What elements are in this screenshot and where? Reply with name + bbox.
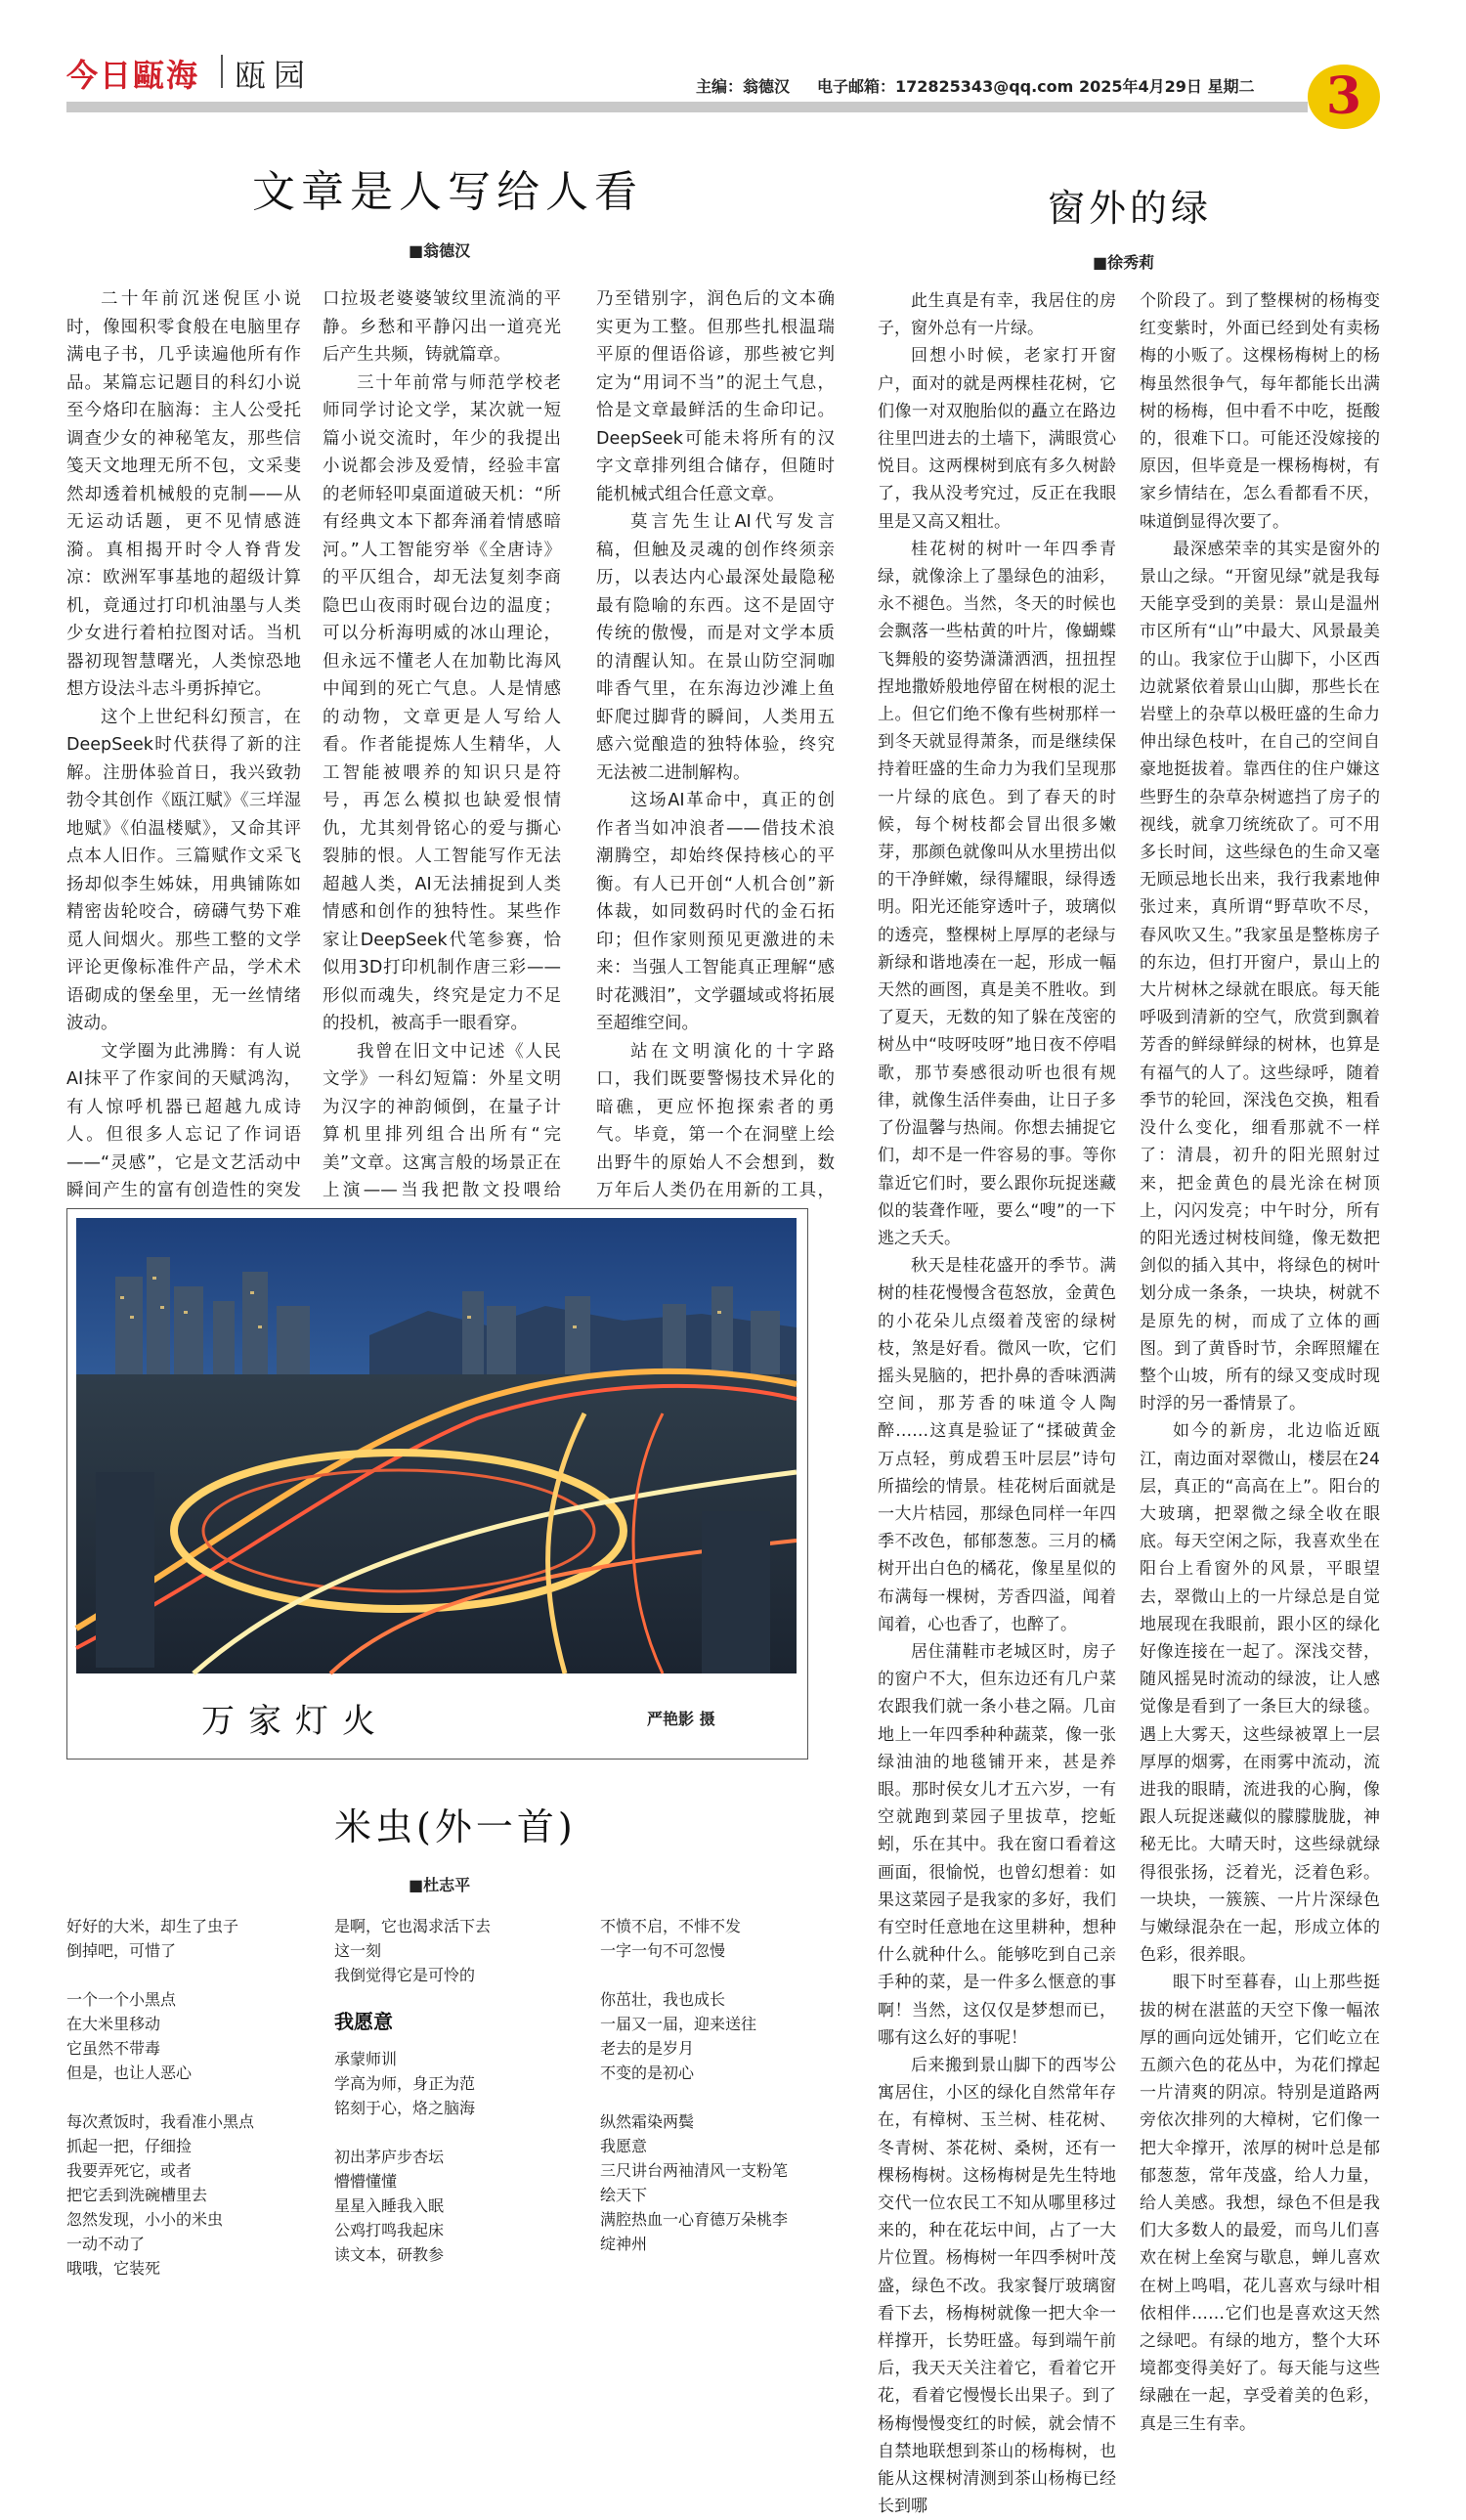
page-number: 3 xyxy=(1325,66,1362,126)
paragraph: 乃至错别字，润色后的文本确实更为工整。但那些扎根温瑞平原的俚语俗谚，那些被它判定为“用词不当”的泥土气息，恰是文章最鲜活的生命印记。DeepSeek可能未将所有的汉字文章排列组合储存，但随时能机械式组合任意文章。 xyxy=(596,289,835,504)
poem-title: 米虫(外一首) xyxy=(334,1805,577,1848)
photo-caption: 万家灯火 xyxy=(201,1702,389,1741)
article2-column-1 xyxy=(878,287,1116,2517)
paragraph: 站在文明演化的十字路口，我们既要警惕技术异化的暗礁，更应怀抱探索者的勇气。毕竟，第一个在洞壁上绘出野牛的原始人不会想到，数万年后人类仍在用新的工具， xyxy=(596,1041,835,1200)
article2-byline: ■徐秀莉 xyxy=(1093,253,1155,272)
article1-column-1 xyxy=(66,285,301,1288)
article2-column-2 xyxy=(1140,287,1380,2434)
paragraph: 莫言先生让AI代写发言稿，但触及灵魂的创作终须亲历，以表达内心最深处最隐秘最有隐喻的东西。这不是固守传统的傲慢，而是对文学本质的清醒认知。在景山防空洞咖啡香气里，在东海边沙滩上鱼虾爬过脚背的瞬间，人类用五感六觉酿造的独特体验，终究无法被二进制解构。 xyxy=(596,512,835,783)
paragraph: 这场AI革命中，真正的创作者当如冲浪者——借技术浪潮腾空，却始终保持核心的平衡。有人已开创“人机合创”新体裁，如同数码时代的金石拓印；但作家则预见更激进的未来：当强人工智能真正理解“感时花溅泪”，文学疆域或将拓展至超维空间。 xyxy=(596,791,835,1033)
newspaper-logo: 今日甌海 xyxy=(66,57,200,94)
paragraph: 居住蒲鞋市老城区时，房子的窗户不大，但东边还有几户菜农跟我们就一条小巷之隔。几亩地上一年四季种种蔬菜，像一张绿油油的地毯铺开来，甚是养眼。那时侯女儿才五六岁，一有空就跑到菜园子里拔草，挖蚯蚓，乐在其中。我在窗口看着这画面，很愉悦，也曾幻想着：如果这菜园子是我家的多好，我们有空时任意地在这里耕种，想种什么就种什么。能够吃到自己亲手种的菜，是一件多么惬意的事啊！当然，这仅仅是梦想而已，哪有这么好的事呢！ xyxy=(878,1641,1116,2048)
paragraph: 口拉圾老婆婆皱纹里流淌的平静。乡愁和平静闪出一道亮光后产生共频，铸就篇章。 xyxy=(323,289,561,365)
header-bar xyxy=(66,102,1308,112)
city-night-photo xyxy=(76,1218,797,1673)
poem-subtitle: 我愿意 xyxy=(334,2010,393,2033)
poem-byline: ■杜志平 xyxy=(409,1876,471,1894)
paragraph: 桂花树的树叶一年四季青绿，就像涂上了墨绿色的油彩，永不褪色。当然，冬天的时候也会飘落一些枯黄的叶片，像蝴蝶飞舞般的姿势潇潇洒洒，扭扭捏捏地撒娇般地停留在树根的泥土上。但它们绝不像有些树那样一到冬天就显得萧条，而是继续保持着旺盛的生命力为我们呈现那一片绿的底色。到了春天的时候，每个树枝都会冒出很多嫩芽，那颜色就像叫从水里捞出似的干净鲜嫩，绿得耀眼，绿得透明。阳光还能穿透叶子，玻璃似的透亮，整棵树上厚厚的老绿与新绿和谐地凑在一起，形成一幅天然的画图，真是美不胜收。到了夏天，无数的知了躲在茂密的树丛中“吱呀吱呀”地日夜不停唱歌，那节奏感很动听也很有规律，就像生活伴奏曲，让日子多了份温馨与热闹。你想去捕捉它们，却不是一件容易的事。等你靠近它们时，要么跟你玩捉迷藏似的装聋作哑，要么“嗖”的一下逃之夭夭。 xyxy=(878,539,1116,1248)
poem-column-2a: 是啊，它也渴求活下去 这一刻 我倒觉得它是可怜的 xyxy=(334,1917,492,1984)
masthead-divider xyxy=(221,55,223,88)
issue-date: 2025年4月29日 星期二 xyxy=(1079,77,1255,96)
paragraph: 秋天是桂花盛开的季节。满树的桂花慢慢含苞怒放，金黄色的小花朵儿点缀着茂密的绿树枝，煞是好看。微风一吹，它们摇头晃脑的，把扑鼻的香味洒满空间，那芳香的味道令人陶醉……这真是验证了“揉破黄金万点轻，剪成碧玉叶层层”诗句所描绘的情景。桂花树后面就是一大片桔园，那绿色同样一年四季不改色，郁郁葱葱。三月的橘树开出白色的橘花，像星星似的布满每一棵树，芳香四溢，闻着闻着，心也香了，也醉了。 xyxy=(878,1256,1116,1634)
paragraph: 回想小时候，老家打开窗户，面对的就是两棵桂花树，它们像一对双胞胎似的矗立在路边往里凹进去的土墙下，满眼赏心悦目。这两棵树到底有多久树龄了，我从没考究过，反正在我眼里是又高又粗壮。 xyxy=(878,346,1116,532)
paragraph: 这个上世纪科幻预言，在DeepSeek时代获得了新的注解。注册体验首日，我兴致勃勃令其创作《瓯江赋》《三垟湿地赋》《伯温楼赋》，又命其评点本人旧作。三篇赋作文采飞扬却似李生姊妹，用典铺陈如精密齿轮咬合，磅礴气势下难觅人间烟火。那些工整的文学评论更像标准件产品，学术术语砌成的堡垒里，无一丝情绪波动。 xyxy=(66,707,301,1033)
paragraph: 最深感荣幸的其实是窗外的景山之绿。“开窗见绿”就是我每天能享受到的美景：景山是温州市区所有“山”中最大、风景最美的山。我家位于山脚下，小区西边就紧依着景山山脚，那些长在岩壁上的杂草以极旺盛的生命力伸出绿色枝叶，在自己的空间自豪地挺拔着。靠西住的住户嫌这些野生的杂草杂树遮挡了房子的视线，就拿刀统统砍了。可不用多长时间，这些绿色的生命又毫无顾忌地长出来，我行我素地伸张过来，真所谓“野草吹不尽，春风吹又生。”我家虽是整栋房子的东边，但打开窗户，景山上的大片树林之绿就在眼底。每天能呼吸到清新的空气，欣赏到飘着芳香的鲜绿鲜绿的树林，也算是有福气的人了。这些绿呼，随着季节的轮回，深浅色交换，粗看没什么变化，细看那就不一样了：清晨，初升的阳光照射过来，把金黄色的晨光涂在树顶上，闪闪发亮；中午时分，所有的阳光透过树枝间缝，像无数把剑似的插入其中，将绿色的树叶划分成一条条，一块块，树就不是原先的树，而成了立体的画图。到了黄昏时节，余晖照耀在整个山坡，所有的绿又变成时现时浮的另一番情景了。 xyxy=(1140,539,1380,1414)
paragraph: 二十年前沉迷倪匡小说时，像囤积零食般在电脑里存满电子书，几乎读遍他所有作品。某篇忘记题目的科幻小说至今烙印在脑海：主人公受托调查少女的神秘笔友，那些信笺天文地理无所不包，文采斐然却透着机械般的克制——从无运动话题，更不见情感涟漪。真相揭开时令人脊背发凉：欧洲军事基地的超级计算机，竟通过打印机油墨与人类少女进行着柏拉图对话。当机器初现智慧曙光，人类惊恐地想方设法斗志斗勇拆掉它。 xyxy=(66,289,301,699)
poem-column-2b: 承蒙师训 学高为师，身正为范 铭刻于心，烙之脑海 初出茅庐步杏坛 懵懵懂懂 星星入睡我入眠 公鸡打鸣我起床 读文本，研教参 xyxy=(334,2050,476,2264)
article1-byline: ■翁德汉 xyxy=(409,241,471,260)
poem-column-1: 好好的大米，却生了虫子 倒掉吧，可惜了 一个一个小黑点 在大米里移动 它虽然不带毒 但是，也让人恶心 每次煮饭时，我看准小黑点 抓起一把，仔细捡 我要弄死它，或者 把它丢到洗碗槽里去 忽然发现，小小的米虫 一动不动了 哦哦，它装死 xyxy=(66,1917,255,2278)
article1-title: 文章是人写给人看 xyxy=(252,167,643,217)
paragraph: 此生真是有幸，我居住的房子，窗外总有一片绿。 xyxy=(878,291,1116,339)
page-number-badge xyxy=(1308,65,1380,129)
poem-column-3: 不愤不启，不悱不发 一字一句不可忽慢 你茁壮，我也成长 一届又一届，迎来送往 老去的是岁月 不变的是初心 纵然霜染两鬓 我愿意 三尺讲台两袖清风一支粉笔 绘天下 满腔热血一心育德万朵桃李 绽神州 xyxy=(600,1917,789,2253)
paragraph: 眼下时至暮春，山上那些挺拔的树在湛蓝的天空下像一幅浓厚的画向远处铺开，它们屹立在五颜六色的花丛中，为花们撑起一片清爽的阴凉。特别是道路两旁依次排列的大樟树，它们像一把大伞撑开，浓厚的树叶总是郁郁葱葱，常年茂盛，给人力量，给人美感。我想，绿色不但是我们大多数人的最爱，而鸟儿们喜欢在树上垒窝与歇息，蝉儿喜欢在树上鸣唱，花儿喜欢与绿叶相依相伴……它们也是喜欢这天然之绿吧。有绿的地方，整个大环境都变得美好了。每天能与这些绿融在一起，享受着美的色彩，真是三生有幸。 xyxy=(1140,1973,1380,2434)
section-name: 瓯园 xyxy=(235,57,314,94)
photo-credit: 严艳影 摄 xyxy=(647,1710,715,1728)
paragraph: 如今的新房，北边临近瓯江，南边面对翠微山，楼层在24层，真正的“高高在上”。阳台的大玻璃，把翠微之绿全收在眼底。每天空闲之际，我喜欢坐在阳台上看窗外的风景，平眼望去，翠微山上的一片绿总是自觉地展现在我眼前，跟小区的绿化好像连接在一起了。深浅交替，随风摇晃时流动的绿波，让人感觉像是看到了一条巨大的绿毯。遇上大雾天，这些绿被罩上一层厚厚的烟雾，在雨雾中流动，流进我的眼睛，流进我的心胸，像跟人玩捉迷藏似的朦朦胧胧，神秘无比。大晴天时，这些绿就绿得很张扬，泛着光，泛着色彩。一块块，一簇簇、一片片深绿色与嫩绿混杂在一起，形成立体的色彩，很养眼。 xyxy=(1140,1421,1380,1966)
editor-info: 主编：翁德汉 xyxy=(696,77,791,96)
email-info: 电子邮箱：172825343@qq.com xyxy=(817,77,1074,96)
article1-column-3 xyxy=(596,285,835,1233)
article1-column-2 xyxy=(323,285,561,1261)
paragraph: 个阶段了。到了整棵树的杨梅变红变紫时，外面已经到处有卖杨梅的小贩了。这棵杨梅树上的杨梅虽然很争气，每年都能长出满树的杨梅，但中看不中吃，挺酸的，很难下口。可能还没嫁接的原因，但毕竟是一棵杨梅树，有家乡情结在，怎么看都看不厌，味道倒显得次要了。 xyxy=(1140,291,1380,532)
article2-title: 窗外的绿 xyxy=(1048,187,1213,230)
paragraph: 我曾在旧文中记述《人民文学》一科幻短篇：外星文明为汉字的神韵倾倒，在量子计算机里排列组合出所有“完美”文章。这寓言般的场景正在上演——当我把散文投喂给 xyxy=(323,1041,561,1200)
paragraph: 三十年前常与师范学校老师同学讨论文学，某次就一短篇小说交流时，年少的我提出小说都会涉及爱情，经验丰富的老师轻叩桌面道破天机：“所有经典文本下都奔涌着情感暗河。”人工智能穷举《全唐诗》的平仄组合，却无法复刻李商隐巴山夜雨时砚台边的温度；可以分析海明威的冰山理论，但永远不懂老人在加勒比海风中闻到的死亡气息。人是情感的动物，文章更是人写给人看。作者能提炼人生精华，人工智能被喂养的知识只是符号，再怎么模拟也缺爱恨情仇，尤其刻骨铭心的爱与撕心裂肺的恨。人工智能写作无法超越人类，AI无法捕捉到人类情感和创作的独特性。某些作家让DeepSeek代笔参赛，恰似用3D打印机制作唐三彩——形似而魂失，终究是定力不足的投机，被高手一眼看穿。 xyxy=(323,372,561,1033)
paragraph: 文学圈为此沸腾：有人说AI抹平了作家间的天赋鸿沟，有人惊呼机器已超越九成诗人。但很多人忘记了作词语——“灵感”，它是文艺活动中瞬间产生的富有创造性的突发 xyxy=(66,1041,301,1200)
paragraph: 后来搬到景山脚下的西岑公寓居住，小区的绿化自然常年存在，有樟树、玉兰树、桂花树、冬青树、茶花树、桑树，还有一棵杨梅树。这杨梅树是先生特地交代一位农民工不知从哪里移过来的，种在花坛中间，占了一大片位置。杨梅树一年四季树叶茂盛，绿色不改。我家餐厅玻璃窗看下去，杨梅树就像一把大伞一样撑开，长势旺盛。每到端午前后，我天天关注着它，看着它开花，看着它慢慢长出果子。到了杨梅慢慢变红的时候，就会情不自禁地联想到茶山的杨梅树，也能从这棵树清测到茶山杨梅已经长到哪 xyxy=(878,2056,1116,2517)
